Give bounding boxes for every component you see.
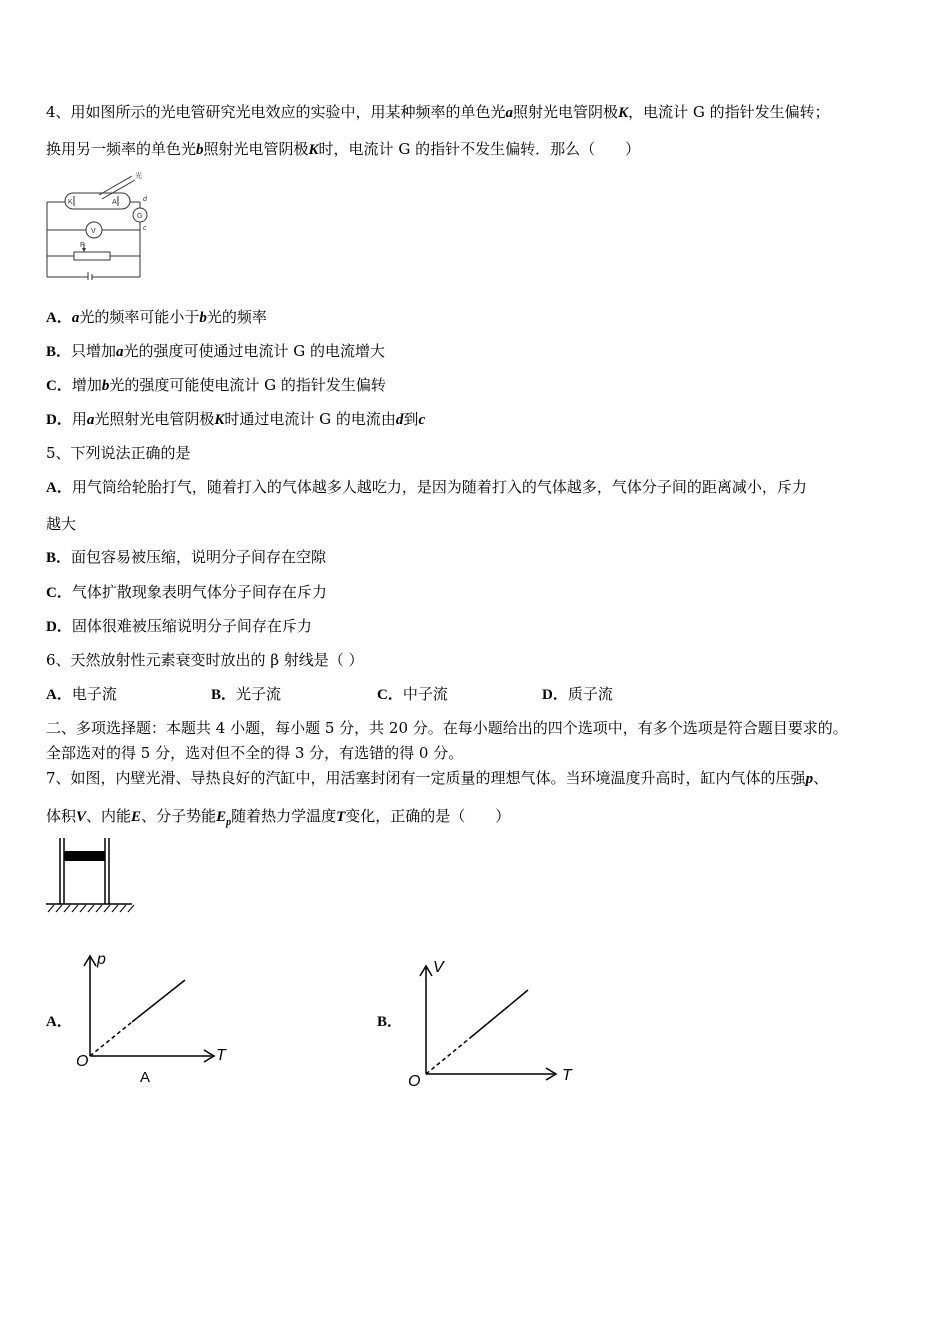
graph-b-y-label: V bbox=[433, 959, 444, 976]
label-d: d bbox=[143, 196, 147, 203]
q6-stem: 6、天然放射性元素衰变时放出的 β 射线是（ ） bbox=[46, 651, 364, 669]
label-a: A bbox=[112, 199, 117, 206]
label-g: G bbox=[137, 213, 143, 220]
q6-option-b: B．光子流 bbox=[211, 685, 282, 703]
q5-stem: 5、下列说法正确的是 bbox=[46, 444, 191, 462]
graph-p-vs-t bbox=[70, 948, 240, 1088]
phototube-circuit-diagram bbox=[44, 168, 164, 280]
graph-a-origin: O bbox=[76, 1053, 89, 1070]
section2-line1: 二、多项选择题：本题共 4 小题，每小题 5 分，共 20 分。在每小题给出的四个选项中，有多个选项是符合题目要求的。 bbox=[46, 719, 848, 737]
label-c: c bbox=[143, 225, 147, 232]
q6-option-d: D．质子流 bbox=[542, 685, 613, 703]
q5-option-a-cont: 越大 bbox=[46, 515, 77, 533]
q4-stem-line2: 换用另一频率的单色光b照射光电管阴极K时，电流计 G 的指针不发生偏转．那么（ ） bbox=[46, 140, 641, 158]
q7-stem-line2: 体积V、内能E、分子势能$E_p$随着热力学温度T变化，正确的是（ ） bbox=[46, 807, 511, 828]
q7-option-b-label: B． bbox=[377, 1014, 403, 1030]
label-k: K bbox=[68, 199, 73, 206]
q6-option-a: A．电子流 bbox=[46, 685, 117, 703]
graph-v-vs-t bbox=[404, 952, 584, 1092]
label-p: P bbox=[80, 242, 85, 249]
label-light: 光 bbox=[135, 173, 142, 180]
q5-option-b: B．面包容易被压缩，说明分子间存在空隙 bbox=[46, 548, 327, 566]
section2-line2: 全部选对的得 5 分，选对但不全的得 3 分，有选错的得 0 分。 bbox=[46, 744, 464, 762]
graph-a-caption: A bbox=[140, 1069, 151, 1086]
label-v: V bbox=[91, 228, 96, 235]
cylinder-piston-diagram bbox=[44, 836, 136, 916]
q5-option-d: D．固体很难被压缩说明分子间存在斥力 bbox=[46, 617, 312, 635]
q4-option-d: D．用a光照射光电管阴极K时通过电流计 G 的电流由d到c bbox=[46, 410, 426, 428]
q4-stem-line1: 4、用如图所示的光电管研究光电效应的实验中，用某种频率的单色光a照射光电管阴极K，电流计 G 的指针发生偏转； bbox=[46, 103, 830, 121]
q4-option-c: C．增加b光的强度可能使电流计 G 的指针发生偏转 bbox=[46, 376, 386, 394]
q4-option-a: A．a光的频率可能小于b光的频率 bbox=[46, 308, 267, 326]
q6-option-c: C．中子流 bbox=[377, 685, 448, 703]
q7-option-a-label: A． bbox=[46, 1014, 72, 1030]
graph-a-y-label: p bbox=[97, 951, 106, 968]
q4-option-b: B．只增加a光的强度可使通过电流计 G 的电流增大 bbox=[46, 342, 386, 360]
graph-b-x-label: T bbox=[562, 1067, 572, 1084]
q5-option-a: A．用气筒给轮胎打气，随着打入的气体越多人越吃力，是因为随着打入的气体越多，气体分子间的距离减小，斥力 bbox=[46, 478, 807, 496]
q5-option-c: C．气体扩散现象表明气体分子间存在斥力 bbox=[46, 583, 327, 601]
graph-a-x-label: T bbox=[216, 1047, 226, 1064]
graph-b-origin: O bbox=[408, 1073, 421, 1090]
q7-stem-line1: 7、如图，内壁光滑、导热良好的汽缸中，用活塞封闭有一定质量的理想气体。当环境温度升高时，缸内气体的压强p、 bbox=[46, 769, 829, 787]
